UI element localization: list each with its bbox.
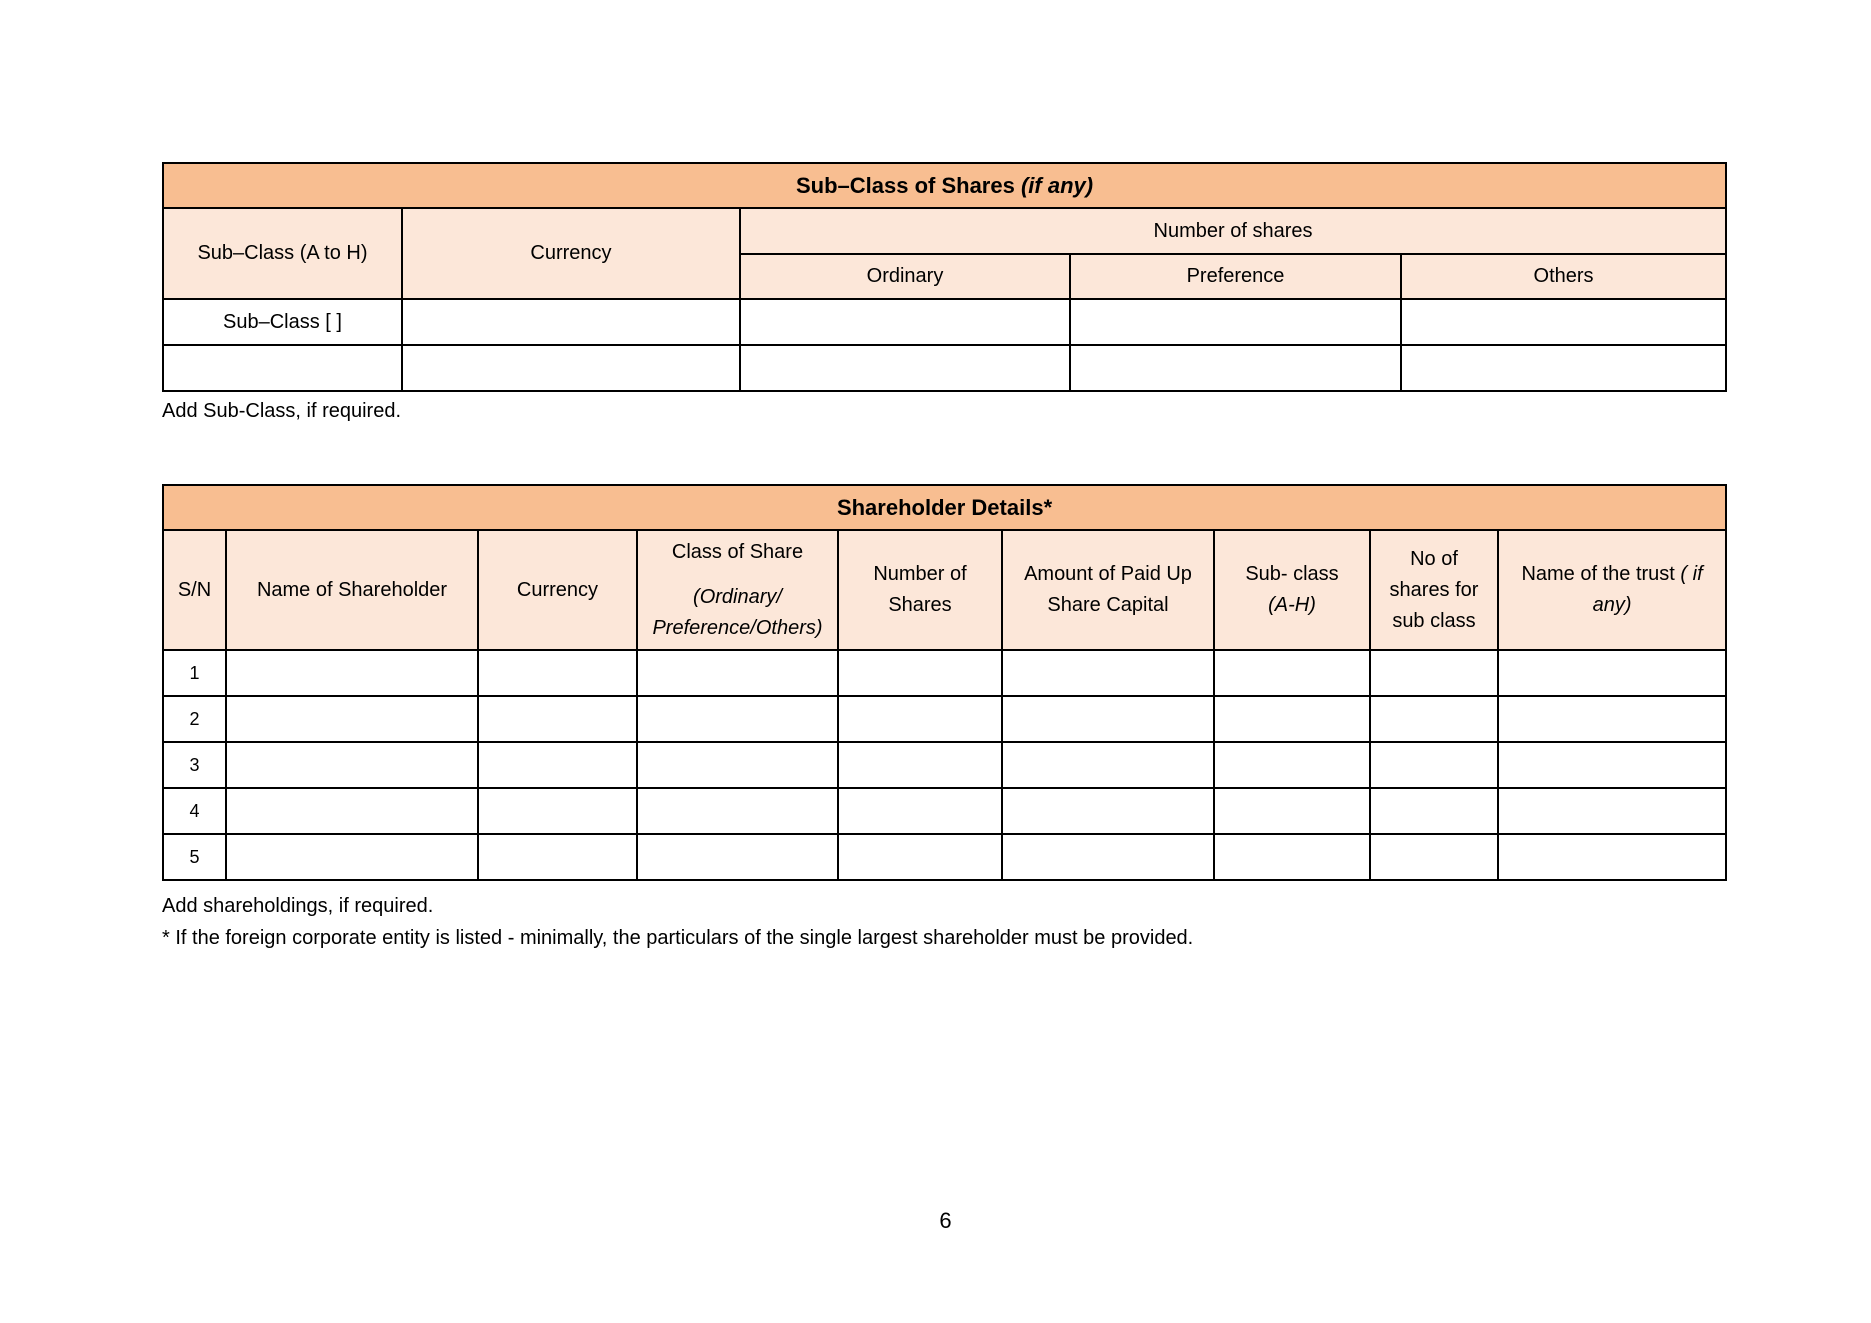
- shareholder-rows: [163, 650, 1726, 880]
- col-currency-header: Currency: [402, 208, 740, 299]
- subclass-table-title: Sub–Class of Shares (if any): [163, 163, 1726, 208]
- shares-for-subclass-cell[interactable]: [1370, 788, 1498, 834]
- col-preference-header: Preference: [1070, 254, 1401, 299]
- currency-cell[interactable]: [478, 834, 637, 880]
- subclass-cell[interactable]: [1214, 742, 1370, 788]
- col-ordinary-header: Ordinary: [740, 254, 1070, 299]
- others-cell[interactable]: [1401, 345, 1726, 391]
- currency-cell[interactable]: [478, 696, 637, 742]
- paid-up-capital-cell[interactable]: [1002, 834, 1214, 880]
- col-number-of-shares-header: Number of Shares: [838, 530, 1002, 650]
- col-sn-header: S/N: [163, 530, 226, 650]
- currency-cell[interactable]: [478, 650, 637, 696]
- preference-cell[interactable]: [1070, 345, 1401, 391]
- col-trust-name-header: Name of the trust ( if any): [1498, 530, 1726, 650]
- col-paid-up-capital-header: Amount of Paid Up Share Capital: [1002, 530, 1214, 650]
- name-cell[interactable]: [226, 742, 478, 788]
- col-number-of-shares-header: Number of shares: [740, 208, 1726, 254]
- currency-cell[interactable]: [402, 345, 740, 391]
- page-number: 6: [939, 1208, 952, 1233]
- subclass-row-label: Sub–Class [ ]: [163, 299, 402, 345]
- paid-up-capital-cell[interactable]: [1002, 696, 1214, 742]
- trust-name-cell[interactable]: [1498, 650, 1726, 696]
- subclass-cell[interactable]: [1214, 788, 1370, 834]
- trust-name-cell[interactable]: [1498, 696, 1726, 742]
- class-of-share-cell[interactable]: [637, 788, 838, 834]
- ordinary-cell[interactable]: [740, 345, 1070, 391]
- trust-name-cell[interactable]: [1498, 742, 1726, 788]
- table-row: [163, 696, 1726, 742]
- table-row: [163, 299, 1726, 345]
- class-of-share-cell[interactable]: [637, 742, 838, 788]
- paid-up-capital-cell[interactable]: [1002, 742, 1214, 788]
- subclass-cell[interactable]: [1214, 696, 1370, 742]
- number-of-shares-cell[interactable]: [838, 788, 1002, 834]
- subclass-cell[interactable]: [1214, 650, 1370, 696]
- number-of-shares-cell[interactable]: [838, 742, 1002, 788]
- paid-up-capital-cell[interactable]: [1002, 788, 1214, 834]
- ordinary-cell[interactable]: [740, 299, 1070, 345]
- col-shares-for-subclass-header: No of shares for sub class: [1370, 530, 1498, 650]
- sn-cell: 3: [163, 742, 226, 788]
- table-row: [163, 742, 1726, 788]
- sn-cell: 4: [163, 788, 226, 834]
- subclass-of-shares-table: [162, 162, 1727, 392]
- table-row: [163, 834, 1726, 880]
- col-others-header: Others: [1401, 254, 1726, 299]
- table-row: [163, 788, 1726, 834]
- name-cell[interactable]: [226, 696, 478, 742]
- sn-cell: 2: [163, 696, 226, 742]
- shareholdings-note: Add shareholdings, if required.: [162, 895, 434, 917]
- shares-for-subclass-cell[interactable]: [1370, 650, 1498, 696]
- trust-name-cell[interactable]: [1498, 834, 1726, 880]
- number-of-shares-cell[interactable]: [838, 650, 1002, 696]
- listed-entity-footnote: * If the foreign corporate entity is listed - minimally, the particulars of the single largest shareholder must be provided.: [162, 927, 1194, 949]
- currency-cell[interactable]: [402, 299, 740, 345]
- col-class-of-share-header: Class of Share (Ordinary/ Preference/Others): [637, 530, 838, 650]
- shares-for-subclass-cell[interactable]: [1370, 696, 1498, 742]
- table-row: [163, 345, 1726, 391]
- subclass-cell[interactable]: [1214, 834, 1370, 880]
- table-row: [163, 650, 1726, 696]
- name-cell[interactable]: [226, 650, 478, 696]
- subclass-cell[interactable]: [163, 345, 402, 391]
- name-cell[interactable]: [226, 788, 478, 834]
- paid-up-capital-cell[interactable]: [1002, 650, 1214, 696]
- col-name-header: Name of Shareholder: [226, 530, 478, 650]
- number-of-shares-cell[interactable]: [838, 696, 1002, 742]
- subclass-note: Add Sub-Class, if required.: [162, 400, 402, 422]
- preference-cell[interactable]: [1070, 299, 1401, 345]
- currency-cell[interactable]: [478, 788, 637, 834]
- class-of-share-cell[interactable]: [637, 696, 838, 742]
- others-cell[interactable]: [1401, 299, 1726, 345]
- sn-cell: 1: [163, 650, 226, 696]
- number-of-shares-cell[interactable]: [838, 834, 1002, 880]
- shares-for-subclass-cell[interactable]: [1370, 834, 1498, 880]
- shareholder-table-title: Shareholder Details*: [163, 485, 1726, 530]
- col-subclass-header: Sub–Class (A to H): [163, 208, 402, 299]
- shareholder-details-table: [162, 484, 1727, 881]
- col-currency-header: Currency: [478, 530, 637, 650]
- name-cell[interactable]: [226, 834, 478, 880]
- class-of-share-cell[interactable]: [637, 834, 838, 880]
- shares-for-subclass-cell[interactable]: [1370, 742, 1498, 788]
- sn-cell: 5: [163, 834, 226, 880]
- trust-name-cell[interactable]: [1498, 788, 1726, 834]
- class-of-share-cell[interactable]: [637, 650, 838, 696]
- col-subclass-header: Sub- class (A-H): [1214, 530, 1370, 650]
- currency-cell[interactable]: [478, 742, 637, 788]
